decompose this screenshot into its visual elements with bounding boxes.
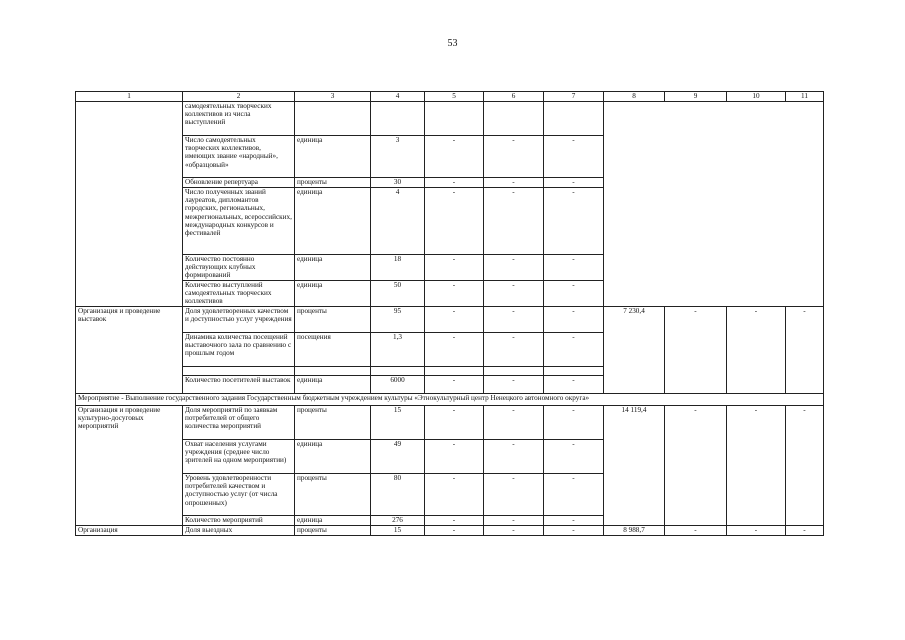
dash-cell: -	[544, 136, 604, 178]
value-cell: 1,3	[371, 333, 425, 367]
amount-cell: 8 988,7	[604, 526, 665, 536]
dash-cell	[544, 102, 604, 136]
unit-cell: единица	[295, 281, 371, 307]
dash-cell: -	[544, 188, 604, 255]
unit-cell: проценты	[295, 406, 371, 440]
finance-cell-empty	[604, 102, 824, 307]
activity-name: Организация и проведение выставок	[76, 307, 183, 394]
indicator-table	[75, 91, 824, 536]
dash-cell: -	[727, 307, 786, 394]
dash-cell: -	[484, 376, 544, 394]
activity-name: Организация	[76, 526, 183, 536]
dash-cell: -	[544, 516, 604, 526]
dash-cell: -	[786, 406, 824, 526]
unit-cell: проценты	[295, 526, 371, 536]
unit-cell	[295, 102, 371, 136]
dash-cell: -	[484, 178, 544, 188]
dash-cell: -	[544, 526, 604, 536]
indicator-name: Доля удовлетворенных качеством и доступностью услуг учреждения	[183, 307, 295, 333]
spacer-cell	[183, 367, 295, 376]
dash-cell: -	[665, 526, 727, 536]
value-cell: 50	[371, 281, 425, 307]
header-cell: 5	[425, 92, 484, 102]
unit-cell: проценты	[295, 178, 371, 188]
dash-cell: -	[425, 406, 484, 440]
spacer-cell	[295, 367, 371, 376]
unit-cell: посещения	[295, 333, 371, 367]
value-cell: 49	[371, 440, 425, 474]
dash-cell: -	[727, 406, 786, 526]
unit-cell: единица	[295, 516, 371, 526]
value-cell	[371, 102, 425, 136]
dash-cell: -	[425, 516, 484, 526]
dash-cell: -	[484, 281, 544, 307]
spacer-cell	[425, 367, 484, 376]
table-row	[76, 394, 824, 406]
indicator-name: самодеятельных творческих коллективов из числа выступлений	[183, 102, 295, 136]
unit-cell: единица	[295, 136, 371, 178]
indicator-name: Количество выступлений самодеятельных творческих коллективов	[183, 281, 295, 307]
indicator-name: Доля выездных	[183, 526, 295, 536]
value-cell: 6000	[371, 376, 425, 394]
spacer-cell	[544, 367, 604, 376]
value-cell: 276	[371, 516, 425, 526]
activity-name: Организация и проведение культурно-досуговых мероприятий	[76, 406, 183, 526]
dash-cell: -	[484, 307, 544, 333]
dash-cell: -	[484, 474, 544, 516]
value-cell: 80	[371, 474, 425, 516]
value-cell: 30	[371, 178, 425, 188]
amount-cell: 7 230,4	[604, 307, 665, 394]
dash-cell: -	[544, 406, 604, 440]
header-cell: 3	[295, 92, 371, 102]
dash-cell: -	[665, 307, 727, 394]
dash-cell: -	[544, 307, 604, 333]
header-cell: 6	[484, 92, 544, 102]
spacer-cell	[371, 367, 425, 376]
header-cell: 1	[76, 92, 183, 102]
unit-cell: проценты	[295, 307, 371, 333]
unit-cell: единица	[295, 376, 371, 394]
dash-cell: -	[425, 178, 484, 188]
dash-cell: -	[425, 526, 484, 536]
dash-cell: -	[425, 188, 484, 255]
unit-cell: единица	[295, 188, 371, 255]
indicator-name: Уровень удовлетворенности потребителей качеством и доступностью услуг (от числа опрошенных)	[183, 474, 295, 516]
header-cell: 7	[544, 92, 604, 102]
page-number: 53	[447, 38, 458, 49]
table-row	[76, 406, 824, 440]
unit-cell: единица	[295, 255, 371, 281]
dash-cell: -	[484, 255, 544, 281]
dash-cell: -	[544, 333, 604, 367]
dash-cell	[484, 102, 544, 136]
dash-cell: -	[484, 526, 544, 536]
header-cell: 10	[727, 92, 786, 102]
indicator-name: Количество мероприятий	[183, 516, 295, 526]
dash-cell: -	[544, 255, 604, 281]
dash-cell: -	[425, 255, 484, 281]
value-cell: 18	[371, 255, 425, 281]
table-row	[76, 102, 824, 136]
dash-cell: -	[425, 474, 484, 516]
header-cell: 9	[665, 92, 727, 102]
indicator-name: Число полученных званий лауреатов, дипломантов городских, региональных, межрегиональных, всероссийских, международных конкурсов и фестивалей	[183, 188, 295, 255]
value-cell: 15	[371, 406, 425, 440]
dash-cell: -	[544, 281, 604, 307]
dash-cell: -	[544, 376, 604, 394]
value-cell: 3	[371, 136, 425, 178]
event-title: Мероприятие - Выполнение государственного задания Государственным бюджетным учреждением культуры «Этнокультурный центр Ненецкого автономного округа»	[76, 394, 824, 406]
indicator-name: Число самодеятельных творческих коллективов, имеющих звание «народный», «образцовый»	[183, 136, 295, 178]
dash-cell: -	[544, 440, 604, 474]
table-row	[76, 526, 824, 536]
dash-cell: -	[544, 474, 604, 516]
indicator-name: Количество постоянно действующих клубных формирований	[183, 255, 295, 281]
dash-cell: -	[544, 178, 604, 188]
dash-cell: -	[484, 406, 544, 440]
amount-cell: 14 119,4	[604, 406, 665, 526]
table-row	[76, 307, 824, 333]
dash-cell: -	[484, 440, 544, 474]
dash-cell: -	[786, 526, 824, 536]
dash-cell: -	[665, 406, 727, 526]
value-cell: 15	[371, 526, 425, 536]
dash-cell: -	[484, 136, 544, 178]
spacer-cell	[484, 367, 544, 376]
dash-cell: -	[484, 188, 544, 255]
indicator-name: Количество посетителей выставок	[183, 376, 295, 394]
indicator-name: Динамика количества посещений выставочного зала по сравнению с прошлым годом	[183, 333, 295, 367]
dash-cell: -	[425, 376, 484, 394]
dash-cell: -	[425, 333, 484, 367]
dash-cell: -	[425, 307, 484, 333]
dash-cell: -	[727, 526, 786, 536]
header-cell: 4	[371, 92, 425, 102]
value-cell: 95	[371, 307, 425, 333]
indicator-name: Обновление репертуара	[183, 178, 295, 188]
dash-cell	[425, 102, 484, 136]
dash-cell: -	[484, 516, 544, 526]
dash-cell: -	[425, 440, 484, 474]
dash-cell: -	[425, 136, 484, 178]
dash-cell: -	[425, 281, 484, 307]
unit-cell: единица	[295, 440, 371, 474]
value-cell: 4	[371, 188, 425, 255]
header-cell: 2	[183, 92, 295, 102]
header-cell: 11	[786, 92, 824, 102]
dash-cell: -	[484, 333, 544, 367]
indicator-name: Доля мероприятий по заявкам потребителей от общего количества мероприятий	[183, 406, 295, 440]
unit-cell: проценты	[295, 474, 371, 516]
dash-cell: -	[786, 307, 824, 394]
header-cell: 8	[604, 92, 665, 102]
activity-cell-empty	[76, 102, 183, 307]
header-row	[76, 92, 824, 102]
indicator-name: Охват населения услугами учреждения (среднее число зрителей на одном мероприятии)	[183, 440, 295, 474]
